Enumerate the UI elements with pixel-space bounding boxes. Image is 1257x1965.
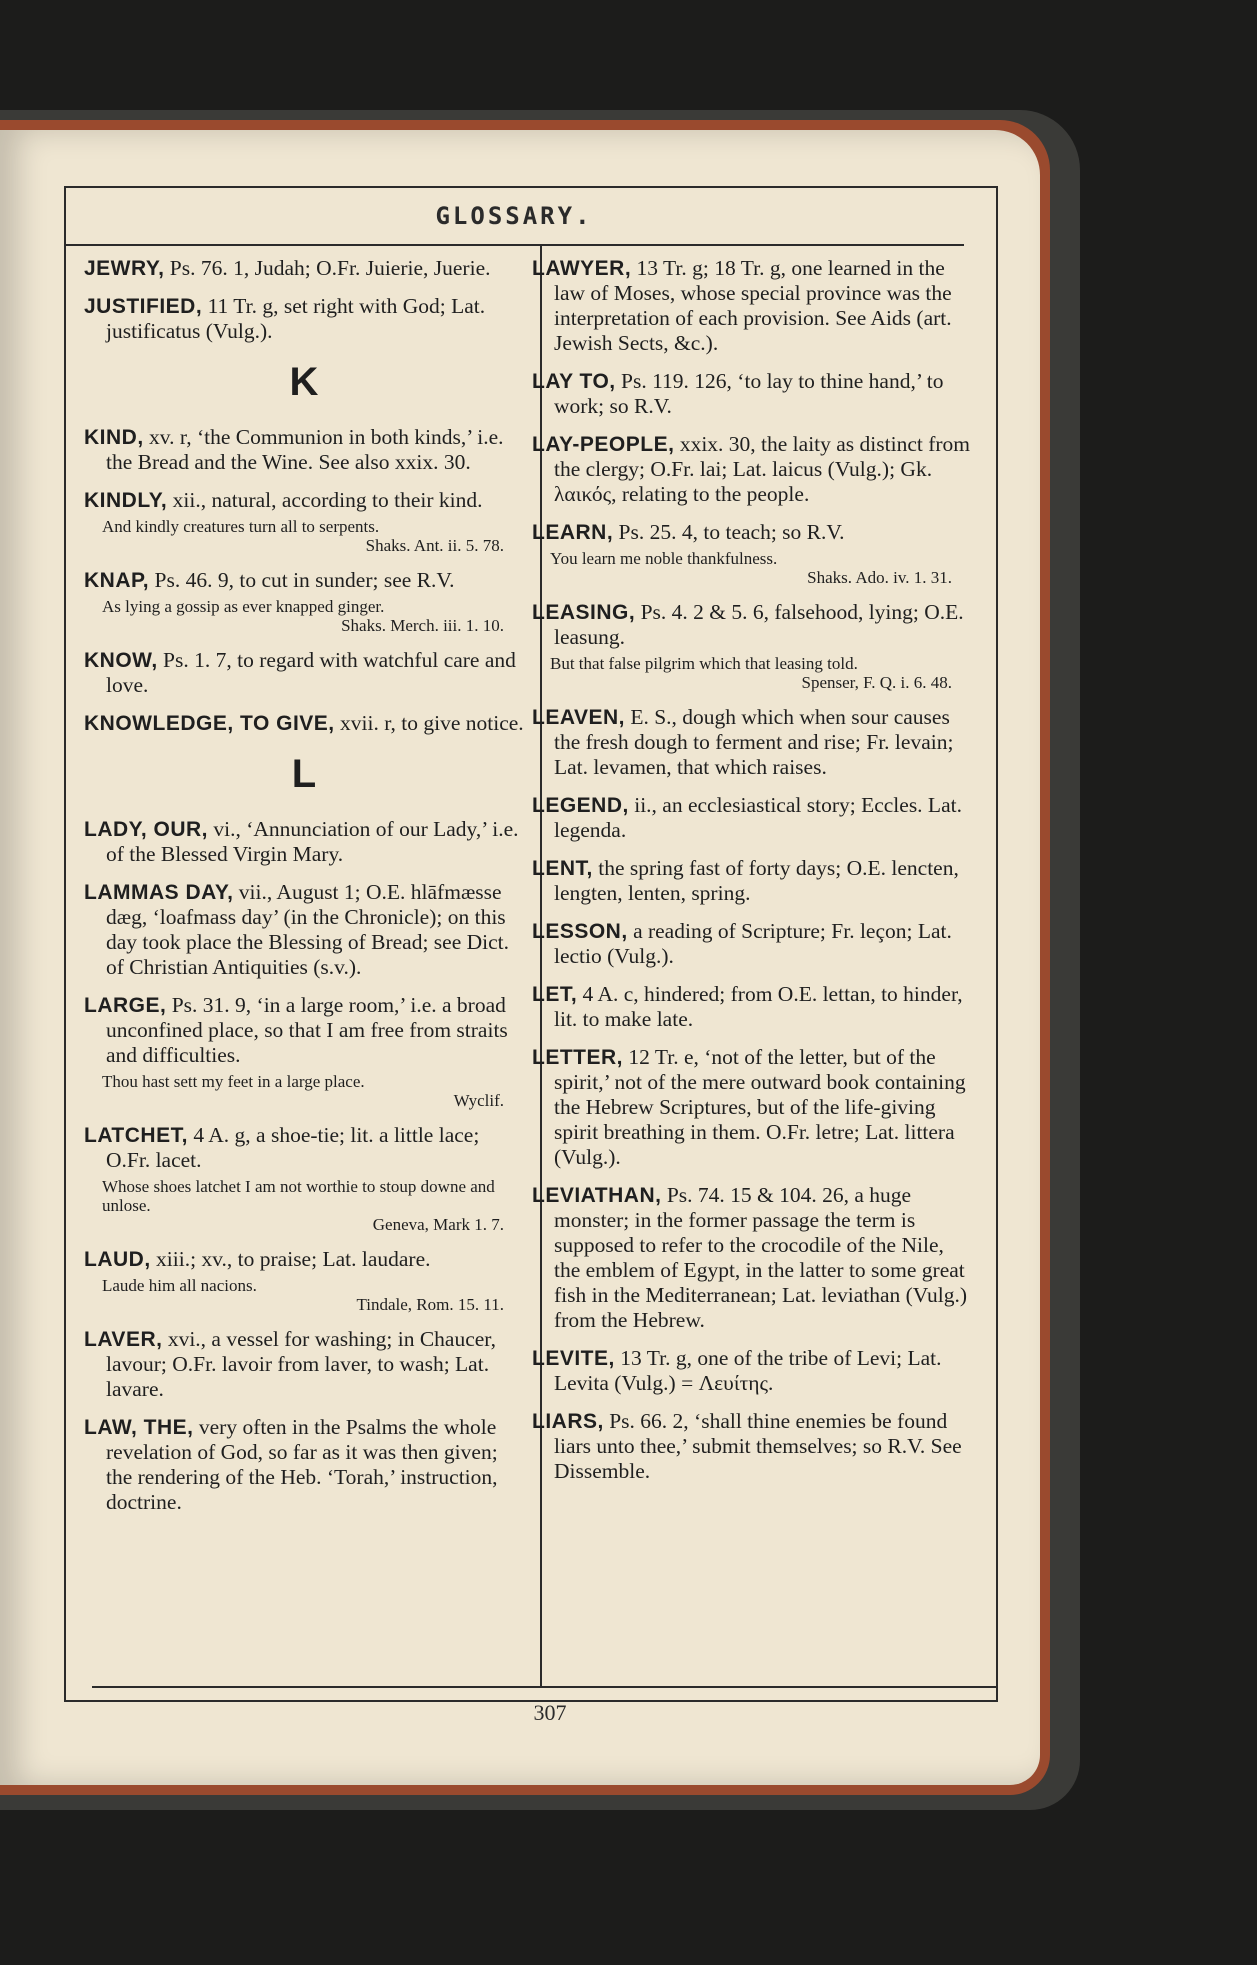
- entry-headword: LAMMAS DAY,: [84, 881, 234, 904]
- entry-headword: LEASING,: [532, 601, 636, 624]
- entry-definition: xvi., a vessel for washing; in Chaucer, lavour; O.Fr. lavoir from laver, to wash; Lat. lavare.: [106, 1327, 496, 1401]
- entry-headword: LENT,: [532, 857, 593, 880]
- quotation-text: Laude him all nacions.: [102, 1276, 257, 1295]
- entry-definition: 12 Tr. e, ‘not of the letter, but of the spirit,’ not of the mere outward book containing the Hebrew Scriptures, but of the life-giving spirit breathing in them. O.Fr. letre; Lat. littera (Vulg.).: [554, 1045, 966, 1169]
- glossary-entry: [532, 705, 972, 780]
- entry-definition: Ps. 25. 4, to teach; so R.V.: [613, 520, 845, 544]
- glossary-entry: [84, 294, 524, 344]
- glossary-entry: [84, 488, 524, 555]
- entry-definition: 4 A. g, a shoe-tie; lit. a little lace; O.Fr. lacet.: [106, 1123, 480, 1172]
- entry-definition: xiii.; xv., to praise; Lat. laudare.: [150, 1247, 431, 1271]
- entry-definition: Ps. 1. 7, to regard with watchful care and love.: [106, 648, 516, 697]
- entry-definition: a reading of Scripture; Fr. leçon; Lat. lectio (Vulg.).: [554, 919, 952, 968]
- glossary-entry: [532, 369, 972, 419]
- entry-quotation: [102, 1276, 524, 1314]
- left-column: [84, 256, 524, 1528]
- section-letter: L: [291, 752, 317, 796]
- entry-definition: xvii. r, to give notice.: [334, 711, 524, 735]
- glossary-entry: [532, 1183, 972, 1333]
- entry-quotation: [102, 1072, 524, 1110]
- quotation-citation: Shaks. Merch. iii. 1. 10.: [341, 616, 504, 635]
- entry-headword: LEARN,: [532, 521, 614, 544]
- glossary-entry: [532, 432, 972, 507]
- entry-quotation: [102, 597, 524, 635]
- glossary-entry: [84, 1247, 524, 1314]
- glossary-entry: [84, 1327, 524, 1402]
- entry-headword: JUSTIFIED,: [84, 295, 203, 318]
- glossary-entry: [532, 856, 972, 906]
- header-rule: [66, 244, 964, 246]
- entry-definition: 4 A. c, hindered; from O.E. lettan, to hinder, lit. to make late.: [554, 982, 963, 1031]
- section-letter: K: [289, 360, 319, 404]
- glossary-entry: [532, 793, 972, 843]
- entry-headword: KIND,: [84, 426, 144, 449]
- entry-quotation: [102, 1177, 524, 1234]
- glossary-entry: [84, 817, 524, 867]
- entry-headword: LAY TO,: [532, 370, 616, 393]
- glossary-entry: [84, 993, 524, 1110]
- entry-quotation: [102, 517, 524, 555]
- entry-headword: LATCHET,: [84, 1124, 188, 1147]
- entry-definition: Ps. 76. 1, Judah; O.Fr. Juierie, Juerie.: [164, 256, 491, 280]
- entry-definition: vi., ‘Annunciation of our Lady,’ i.e. of the Blessed Virgin Mary.: [106, 817, 519, 866]
- glossary-entry: [84, 425, 524, 475]
- entry-definition: xii., natural, according to their kind.: [167, 488, 483, 512]
- entry-quotation: [550, 654, 972, 692]
- entry-definition: Ps. 31. 9, ‘in a large room,’ i.e. a broad unconfined place, so that I am free from straits and difficulties.: [106, 993, 508, 1067]
- entry-definition: Ps. 119. 126, ‘to lay to thine hand,’ to work; so R.V.: [554, 369, 944, 418]
- glossary-entry: [532, 600, 972, 692]
- right-column: [532, 256, 972, 1497]
- entry-definition: E. S., dough which when sour causes the fresh dough to ferment and rise; Fr. levain; Lat. levamen, that which raises.: [554, 705, 954, 779]
- entry-definition: Ps. 46. 9, to cut in sunder; see R.V.: [149, 568, 455, 592]
- entry-headword: LAW, THE,: [84, 1416, 194, 1439]
- quotation-citation: Geneva, Mark 1. 7.: [372, 1215, 504, 1234]
- entry-headword: LAY-PEOPLE,: [532, 433, 675, 456]
- glossary-entry: [532, 1409, 972, 1484]
- entry-headword: LAVER,: [84, 1328, 163, 1351]
- quotation-text: As lying a gossip as ever knapped ginger.: [102, 597, 385, 616]
- entry-definition: the spring fast of forty days; O.E. lencten, lengten, lenten, spring.: [554, 856, 959, 905]
- entry-headword: LAWYER,: [532, 257, 632, 280]
- quotation-citation: Spenser, F. Q. i. 6. 48.: [801, 673, 952, 692]
- entry-definition: ii., an ecclesiastical story; Eccles. Lat. legenda.: [554, 793, 962, 842]
- quotation-text: Whose shoes latchet I am not worthie to stoup downe and unlose.: [102, 1177, 495, 1215]
- glossary-entry: [532, 982, 972, 1032]
- entry-headword: LEGEND,: [532, 794, 629, 817]
- glossary-entry: [532, 1346, 972, 1396]
- entry-headword: LEAVEN,: [532, 706, 625, 729]
- glossary-entry: [84, 1415, 524, 1515]
- entry-quotation: [550, 549, 972, 587]
- glossary-entry: [532, 919, 972, 969]
- quotation-text: And kindly creatures turn all to serpents.: [102, 517, 380, 536]
- entry-definition: 11 Tr. g, set right with God; Lat. justificatus (Vulg.).: [106, 294, 486, 343]
- entry-definition: vii., August 1; O.E. hlāfmæsse dæg, ‘loafmass day’ (in the Chronicle); on this day took place the Blessing of Bread; see Dict. of Christian Antiquities (s.v.).: [106, 880, 510, 979]
- entry-headword: LEVIATHAN,: [532, 1184, 662, 1207]
- quotation-text: You learn me noble thankfulness.: [550, 549, 778, 568]
- entry-definition: xv. r, ‘the Communion in both kinds,’ i.e. the Bread and the Wine. See also xxix. 30.: [106, 425, 504, 474]
- entry-definition: Ps. 4. 2 & 5. 6, falsehood, lying; O.E. leasung.: [554, 600, 964, 649]
- quotation-citation: Tindale, Rom. 15. 11.: [356, 1295, 504, 1314]
- bottom-rule: [92, 1686, 998, 1688]
- entry-headword: KNAP,: [84, 569, 150, 592]
- entry-headword: LADY, OUR,: [84, 818, 209, 841]
- entry-headword: LAUD,: [84, 1248, 151, 1271]
- glossary-entry: [84, 711, 524, 736]
- entry-headword: KNOWLEDGE, TO GIVE,: [84, 712, 335, 735]
- entry-definition: 13 Tr. g; 18 Tr. g, one learned in the law of Moses, whose special province was the interpretation of each provision. See Aids (art. Jewish Sects, &c.).: [554, 256, 952, 355]
- quotation-text: Thou hast sett my feet in a large place.: [102, 1072, 365, 1091]
- quotation-text: But that false pilgrim which that leasing told.: [550, 654, 858, 673]
- page-number: 307: [533, 1700, 567, 1725]
- entry-headword: LESSON,: [532, 920, 628, 943]
- glossary-entry: [532, 256, 972, 356]
- entry-definition: 13 Tr. g, one of the tribe of Levi; Lat. Levita (Vulg.) = Λευίτης.: [554, 1346, 942, 1395]
- glossary-entry: [532, 1045, 972, 1170]
- glossary-entry: [84, 648, 524, 698]
- quotation-citation: Shaks. Ado. iv. 1. 31.: [807, 568, 952, 587]
- glossary-entry: [84, 256, 524, 281]
- page-header: GLOSSARY.: [435, 202, 593, 230]
- entry-headword: LARGE,: [84, 994, 167, 1017]
- entry-definition: very often in the Psalms the whole revelation of God, so far as it was then given; the rendering of the Heb. ‘Torah,’ instruction, doctrine.: [106, 1415, 498, 1514]
- entry-headword: LET,: [532, 983, 578, 1006]
- entry-headword: LEVITE,: [532, 1347, 615, 1370]
- entry-definition: xxix. 30, the laity as distinct from the clergy; O.Fr. lai; Lat. laicus (Vulg.); Gk. λαικός, relating to the people.: [554, 432, 971, 506]
- quotation-citation: Wyclif.: [453, 1091, 504, 1110]
- glossary-entry: [84, 1123, 524, 1234]
- entry-headword: JEWRY,: [84, 257, 165, 280]
- quotation-citation: Shaks. Ant. ii. 5. 78.: [365, 536, 504, 555]
- glossary-entry: [532, 520, 972, 587]
- entry-headword: LIARS,: [532, 1410, 604, 1433]
- entry-definition: Ps. 66. 2, ‘shall thine enemies be found liars unto thee,’ submit themselves; so R.V. See Dissemble.: [554, 1409, 962, 1483]
- glossary-entry: [84, 880, 524, 980]
- entry-definition: Ps. 74. 15 & 104. 26, a huge monster; in the former passage the term is supposed to refer to the crocodile of the Nile, the emblem of Egypt, in the latter to some great fish in the Mediterranean; Lat. leviathan (Vulg.) from the Hebrew.: [554, 1183, 968, 1332]
- entry-headword: LETTER,: [532, 1046, 623, 1069]
- entry-headword: KINDLY,: [84, 489, 168, 512]
- glossary-entry: [84, 568, 524, 635]
- entry-headword: KNOW,: [84, 649, 158, 672]
